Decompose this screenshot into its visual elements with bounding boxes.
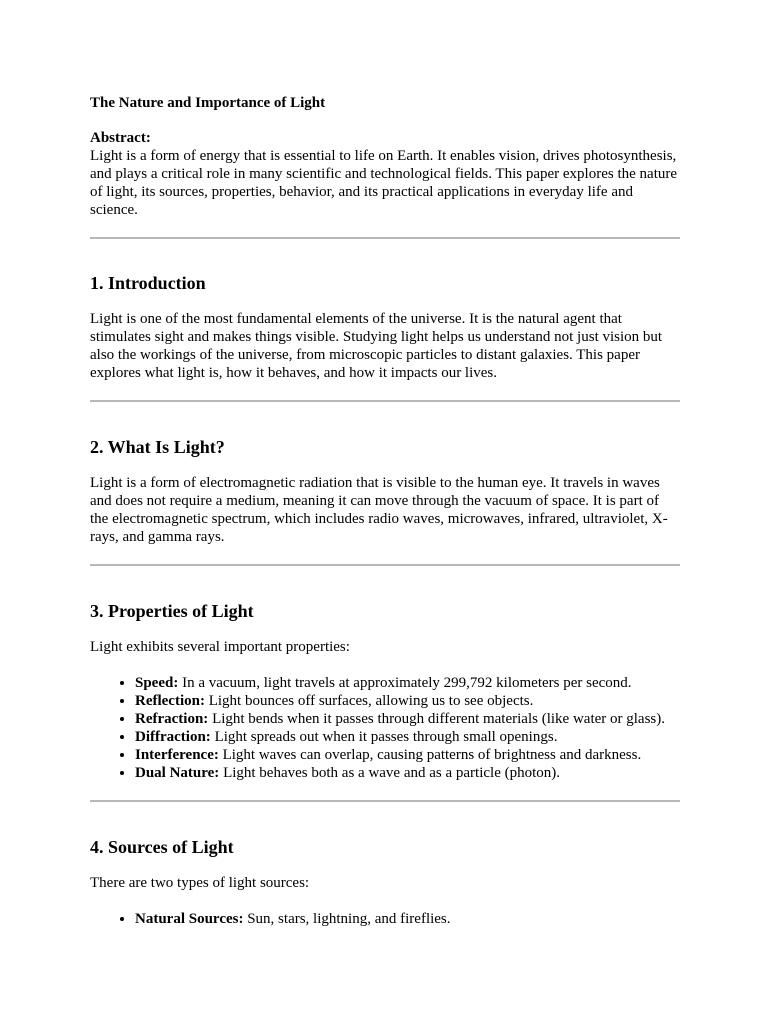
list-item [135, 710, 680, 728]
list-item-text: In a vacuum, light travels at approximately 299,792 kilometers per second. [178, 675, 632, 691]
list-item [135, 692, 680, 710]
document-title: The Nature and Importance of Light [90, 95, 326, 111]
section-divider [90, 237, 680, 239]
list-item-text: Light bends when it passes through different materials (like water or glass). [208, 711, 665, 727]
section-divider [90, 800, 680, 802]
abstract-heading: Abstract: [90, 130, 151, 146]
sources-intro: There are two types of light sources: [90, 875, 310, 891]
properties-list [90, 674, 680, 782]
what-is-light-text: Light is a form of electromagnetic radiation that is visible to the human eye. It travels in waves and does not require a medium, meaning it can move through the vacuum of space. It is part of the electromagnetic spectrum, which includes radio waves, microwaves, infrared, ultraviolet, X-rays, and gamma rays. [90, 475, 668, 545]
list-item-term: Diffraction: [135, 729, 211, 745]
document-page [90, 94, 680, 928]
list-item-text: Light waves can overlap, causing patterns of brightness and darkness. [218, 747, 642, 763]
list-item-term: Reflection: [135, 693, 205, 709]
list-item [135, 746, 680, 764]
introduction-text: Light is one of the most fundamental elements of the universe. It is the natural agent that stimulates sight and makes things visible. Studying light helps us understand not just vision but also the workings of the universe, from microscopic particles to distant galaxies. This paper explores what light is, how it behaves, and how it impacts our lives. [90, 311, 663, 381]
list-item-term: Dual Nature: [135, 765, 220, 781]
list-item [135, 764, 680, 782]
list-item [135, 674, 680, 692]
list-item-term: Interference: [135, 747, 219, 763]
section-heading-what-is-light: 2. What Is Light? [90, 437, 225, 457]
list-item-term: Speed: [135, 675, 179, 691]
list-item-text: Sun, stars, lightning, and fireflies. [243, 911, 451, 927]
section-heading-properties: 3. Properties of Light [90, 601, 254, 621]
sources-list [90, 910, 680, 928]
list-item-text: Light spreads out when it passes through small openings. [210, 729, 558, 745]
list-item-term: Natural Sources: [135, 911, 244, 927]
list-item-text: Light behaves both as a wave and as a particle (photon). [219, 765, 561, 781]
list-item [135, 728, 680, 746]
properties-intro: Light exhibits several important properties: [90, 639, 350, 655]
abstract-block [90, 129, 680, 219]
list-item-text: Light bounces off surfaces, allowing us to see objects. [204, 693, 534, 709]
section-heading-sources: 4. Sources of Light [90, 837, 234, 857]
list-item-term: Refraction: [135, 711, 209, 727]
abstract-text: Light is a form of energy that is essential to life on Earth. It enables vision, drives photosynthesis, and plays a critical role in many scientific and technological fields. This paper explores the nature of light, its sources, properties, behavior, and its practical applications in everyday life and science. [90, 148, 678, 218]
list-item [135, 910, 680, 928]
section-heading-introduction: 1. Introduction [90, 273, 206, 293]
section-divider [90, 400, 680, 402]
section-divider [90, 564, 680, 566]
